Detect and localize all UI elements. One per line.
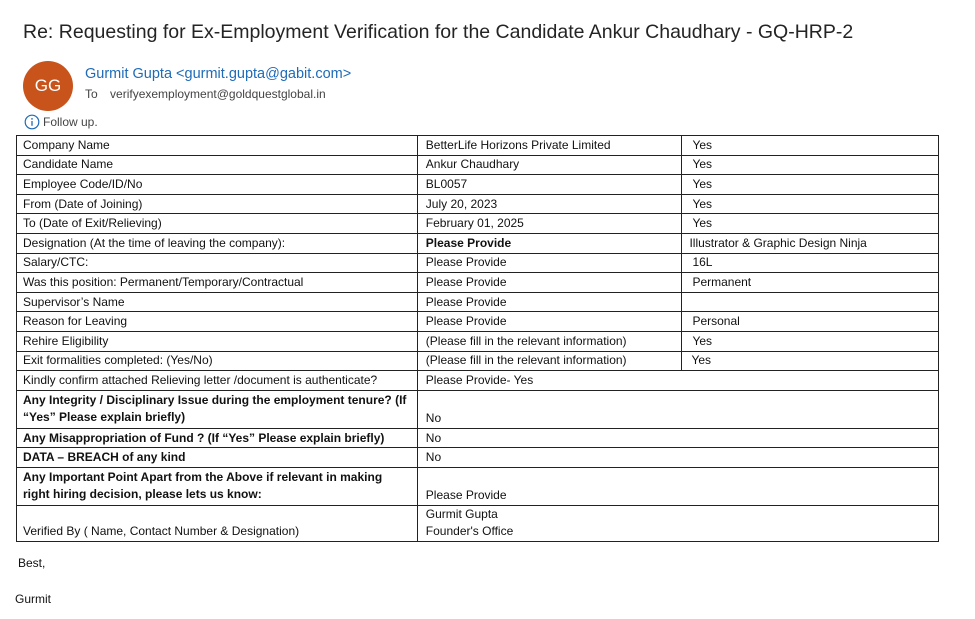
row-verified: Yes (682, 155, 939, 175)
row-value (417, 505, 938, 541)
row-label: Candidate Name (17, 155, 418, 175)
table-row (17, 331, 939, 351)
table-row (17, 155, 939, 175)
closing-text: Best, (18, 556, 46, 570)
verification-table (16, 135, 939, 542)
row-label: Any Misappropriation of Fund ? (If “Yes” Please explain briefly) (17, 428, 418, 448)
row-verified: Illustrator & Graphic Design Ninja (682, 233, 939, 253)
row-value: Please Provide (417, 292, 682, 312)
row-label: Any Important Point Apart from the Above if relevant in making right hiring decision, please lets us know: (17, 467, 418, 505)
table-row (17, 233, 939, 253)
row-verified: Yes (682, 194, 939, 214)
row-value: Please Provide- Yes (417, 371, 938, 391)
row-value: BetterLife Horizons Private Limited (417, 136, 682, 156)
table-row (17, 136, 939, 156)
row-verified (682, 292, 939, 312)
info-icon (24, 114, 40, 130)
row-label: Rehire Eligibility (17, 331, 418, 351)
follow-up-text: Follow up. (43, 115, 98, 129)
table-row (17, 467, 939, 505)
table-row (17, 312, 939, 332)
row-value: Please Provide (417, 312, 682, 332)
row-label: Kindly confirm attached Relieving letter /document is authenticate? (17, 371, 418, 391)
row-label: Verified By ( Name, Contact Number & Designation) (17, 505, 418, 541)
row-value: July 20, 2023 (417, 194, 682, 214)
table-row (17, 428, 939, 448)
row-value: February 01, 2025 (417, 214, 682, 234)
table-row (17, 448, 939, 468)
row-verified: 16L (682, 253, 939, 273)
row-value: (Please fill in the relevant information) (417, 331, 682, 351)
table-row (17, 194, 939, 214)
row-label: Reason for Leaving (17, 312, 418, 332)
row-label: Designation (At the time of leaving the company): (17, 233, 418, 253)
row-label: To (Date of Exit/Relieving) (17, 214, 418, 234)
row-verified: Permanent (682, 273, 939, 293)
row-verified: Personal (682, 312, 939, 332)
row-value: Please Provide (417, 273, 682, 293)
table-row (17, 390, 939, 428)
row-label: Company Name (17, 136, 418, 156)
row-value: Please Provide (417, 233, 682, 253)
table-row (17, 175, 939, 195)
recipient-line (85, 87, 326, 101)
row-verified: Yes (682, 136, 939, 156)
table-row (17, 505, 939, 541)
verifier-name: Gurmit Gupta (425, 507, 498, 522)
verifier-designation: Founder's Office (425, 524, 514, 539)
row-label: Was this position: Permanent/Temporary/Contractual (17, 273, 418, 293)
row-value: Please Provide (417, 467, 938, 505)
table-row (17, 371, 939, 391)
row-value: No (417, 390, 938, 428)
row-value: No (417, 448, 938, 468)
table-row (17, 351, 939, 371)
follow-up-flag[interactable] (24, 114, 98, 130)
row-label: Any Integrity / Disciplinary Issue during the employment tenure? (If “Yes” Please explain briefly) (17, 390, 418, 428)
row-value: Please Provide (417, 253, 682, 273)
email-subject: Re: Requesting for Ex-Employment Verification for the Candidate Ankur Chaudhary - GQ-HRP-2 (23, 21, 854, 43)
row-value: BL0057 (417, 175, 682, 195)
table-row (17, 292, 939, 312)
row-label: DATA – BREACH of any kind (17, 448, 418, 468)
table-row (17, 273, 939, 293)
table-row (17, 214, 939, 234)
recipient-address[interactable]: verifyexemployment@goldquestglobal.in (110, 87, 326, 101)
row-value: Ankur Chaudhary (417, 155, 682, 175)
row-label: Salary/CTC: (17, 253, 418, 273)
row-label: Exit formalities completed: (Yes/No) (17, 351, 418, 371)
row-label: Employee Code/ID/No (17, 175, 418, 195)
row-label: From (Date of Joining) (17, 194, 418, 214)
row-label: Supervisor’s Name (17, 292, 418, 312)
row-verified: Yes (682, 214, 939, 234)
row-verified: Yes (682, 175, 939, 195)
row-verified: Yes (682, 331, 939, 351)
row-verified: Yes (682, 351, 939, 371)
row-value: No (417, 428, 938, 448)
table-row (17, 253, 939, 273)
to-label: To (85, 87, 98, 101)
avatar[interactable]: GG (23, 61, 73, 111)
row-value: (Please fill in the relevant information) (417, 351, 682, 371)
signoff-name: Gurmit (15, 592, 51, 606)
sender-name[interactable]: Gurmit Gupta <gurmit.gupta@gabit.com> (85, 66, 352, 82)
